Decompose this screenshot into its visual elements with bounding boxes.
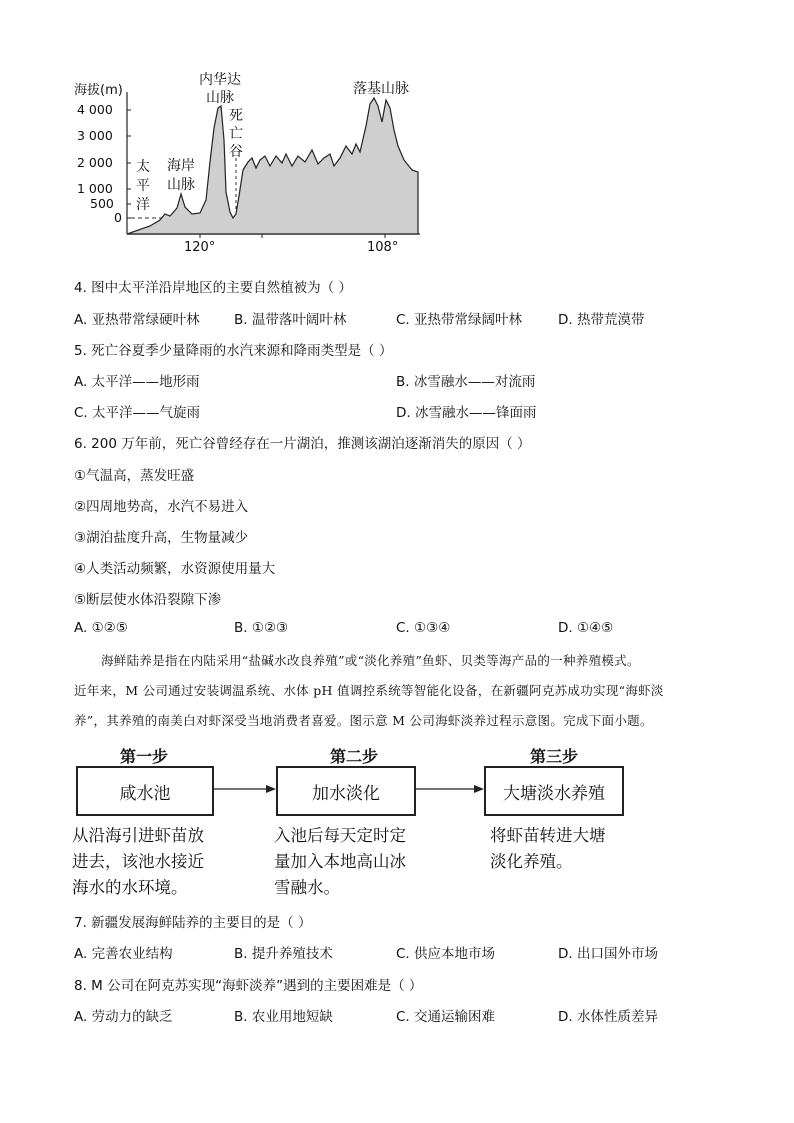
flow-box-pond-farming: 大塘淡水养殖 (484, 766, 624, 816)
label-nevada-line: 山脉 (206, 90, 234, 106)
q6-item-4: ④人类活动频繁，水资源使用量大 (74, 561, 276, 577)
y-tick-label-2000: 2 000 (77, 155, 113, 170)
q6-item-1: ①气温高，蒸发旺盛 (74, 468, 195, 484)
q8-option-d[interactable]: D. 水体性质差异 (558, 1009, 658, 1025)
label-pacific-line: 洋 (136, 197, 150, 213)
label-death-line: 死 (229, 108, 243, 124)
q7-option-b[interactable]: B. 提升养殖技术 (234, 946, 333, 962)
q6-option-c[interactable]: C. ①③④ (396, 620, 451, 636)
q6-option-a[interactable]: A. ①②⑤ (74, 620, 128, 636)
x-tick-label-120: 120° (184, 240, 216, 255)
q6-item-5: ⑤断层使水体沿裂隙下渗 (74, 592, 222, 608)
question-4-stem: 4. 图中太平洋沿岸地区的主要自然植被为（ ） (74, 280, 352, 296)
label-pacific-line: 太 (136, 159, 150, 175)
passage-line-2: 近年来，M 公司通过安装调温系统、水体 pH 值调控系统等智能化设备，在新疆阿克苏成功实现“海虾淡 (74, 683, 664, 698)
x-tick-label-108: 108° (367, 240, 399, 255)
label-nevada-line: 内华达 (199, 72, 241, 88)
flow-step-1-title: 第一步 (119, 747, 168, 766)
q5-option-a[interactable]: A. 太平洋——地形雨 (74, 374, 200, 390)
flow-arrow-2 (415, 785, 484, 793)
q6-item-2: ②四周地势高，水汽不易进入 (74, 499, 249, 515)
y-tick-label-3000: 3 000 (77, 128, 113, 143)
label-coast-line: 山脉 (167, 177, 195, 193)
q8-option-c[interactable]: C. 交通运输困难 (396, 1009, 496, 1025)
question-8-stem: 8. M 公司在阿克苏实现“海虾淡养”遇到的主要困难是（ ） (74, 978, 423, 994)
y-axis-title: 海拔(m) (74, 83, 123, 98)
q4-option-b[interactable]: B. 温带落叶阔叶林 (234, 312, 347, 328)
flow-box-salt-pond: 咸水池 (76, 766, 214, 816)
label-rocky-mountains: 落基山脉 (353, 81, 409, 97)
q5-option-c[interactable]: C. 太平洋——气旋雨 (74, 405, 201, 421)
label-death-valley (229, 107, 243, 161)
q4-option-a[interactable]: A. 亚热带常绿硬叶林 (74, 312, 200, 328)
question-6-stem: 6. 200 万年前，死亡谷曾经存在一片湖泊，推测该湖泊逐渐消失的原因（ ） (74, 436, 531, 452)
flow-desc-1: 从沿海引进虾苗放 进去，该池水接近 海水的水环境。 (72, 826, 204, 897)
label-coast-range (167, 157, 195, 195)
q6-option-b[interactable]: B. ①②③ (234, 620, 289, 636)
flow-desc-3: 将虾苗转进大塘 淡化养殖。 (490, 826, 606, 871)
label-coast-line: 海岸 (167, 158, 195, 174)
flow-desc-2: 入池后每天定时定 量加入本地高山冰 雪融水。 (274, 826, 406, 897)
label-pacific-line: 平 (136, 178, 150, 194)
flow-box-desalination: 加水淡化 (276, 766, 416, 816)
question-7-stem: 7. 新疆发展海鲜陆养的主要目的是（ ） (74, 915, 312, 931)
q6-option-d[interactable]: D. ①④⑤ (558, 620, 614, 636)
q8-option-a[interactable]: A. 劳动力的缺乏 (74, 1009, 173, 1025)
q7-option-d[interactable]: D. 出口国外市场 (558, 946, 658, 962)
label-death-line: 谷 (229, 144, 243, 160)
passage-line-1: 海鲜陆养是指在内陆采用“盐碱水改良养殖”或“淡化养殖”鱼虾、贝类等海产品的一种养殖模式。 (101, 653, 640, 668)
passage-line-3: 养”，其养殖的南美白对虾深受当地消费者喜爱。图示意 M 公司海虾淡养过程示意图。完成下面小题。 (74, 713, 653, 728)
q8-option-b[interactable]: B. 农业用地短缺 (234, 1009, 333, 1025)
y-tick-label-4000: 4 000 (77, 102, 113, 117)
q5-option-b[interactable]: B. 冰雪融水——对流雨 (396, 374, 536, 390)
q6-item-3: ③湖泊盐度升高，生物量减少 (74, 530, 249, 546)
y-tick-label-500: 500 (90, 196, 114, 211)
flow-step-2-title: 第二步 (329, 747, 378, 766)
q7-option-a[interactable]: A. 完善农业结构 (74, 946, 173, 962)
q7-option-c[interactable]: C. 供应本地市场 (396, 946, 496, 962)
question-5-stem: 5. 死亡谷夏季少量降雨的水汽来源和降雨类型是（ ） (74, 343, 393, 359)
q5-option-d[interactable]: D. 冰雪融水——锋面雨 (396, 405, 537, 421)
label-death-line: 亡 (229, 126, 243, 142)
label-sierra-nevada (199, 71, 241, 107)
y-tick-label-1000: 1 000 (77, 181, 113, 196)
flow-arrow-1 (213, 785, 276, 793)
q4-option-d[interactable]: D. 热带荒漠带 (558, 312, 645, 328)
y-tick-label-0: 0 (114, 210, 122, 225)
flow-step-3-title: 第三步 (529, 747, 578, 766)
q4-option-c[interactable]: C. 亚热带常绿阔叶林 (396, 312, 523, 328)
label-pacific (136, 158, 150, 215)
